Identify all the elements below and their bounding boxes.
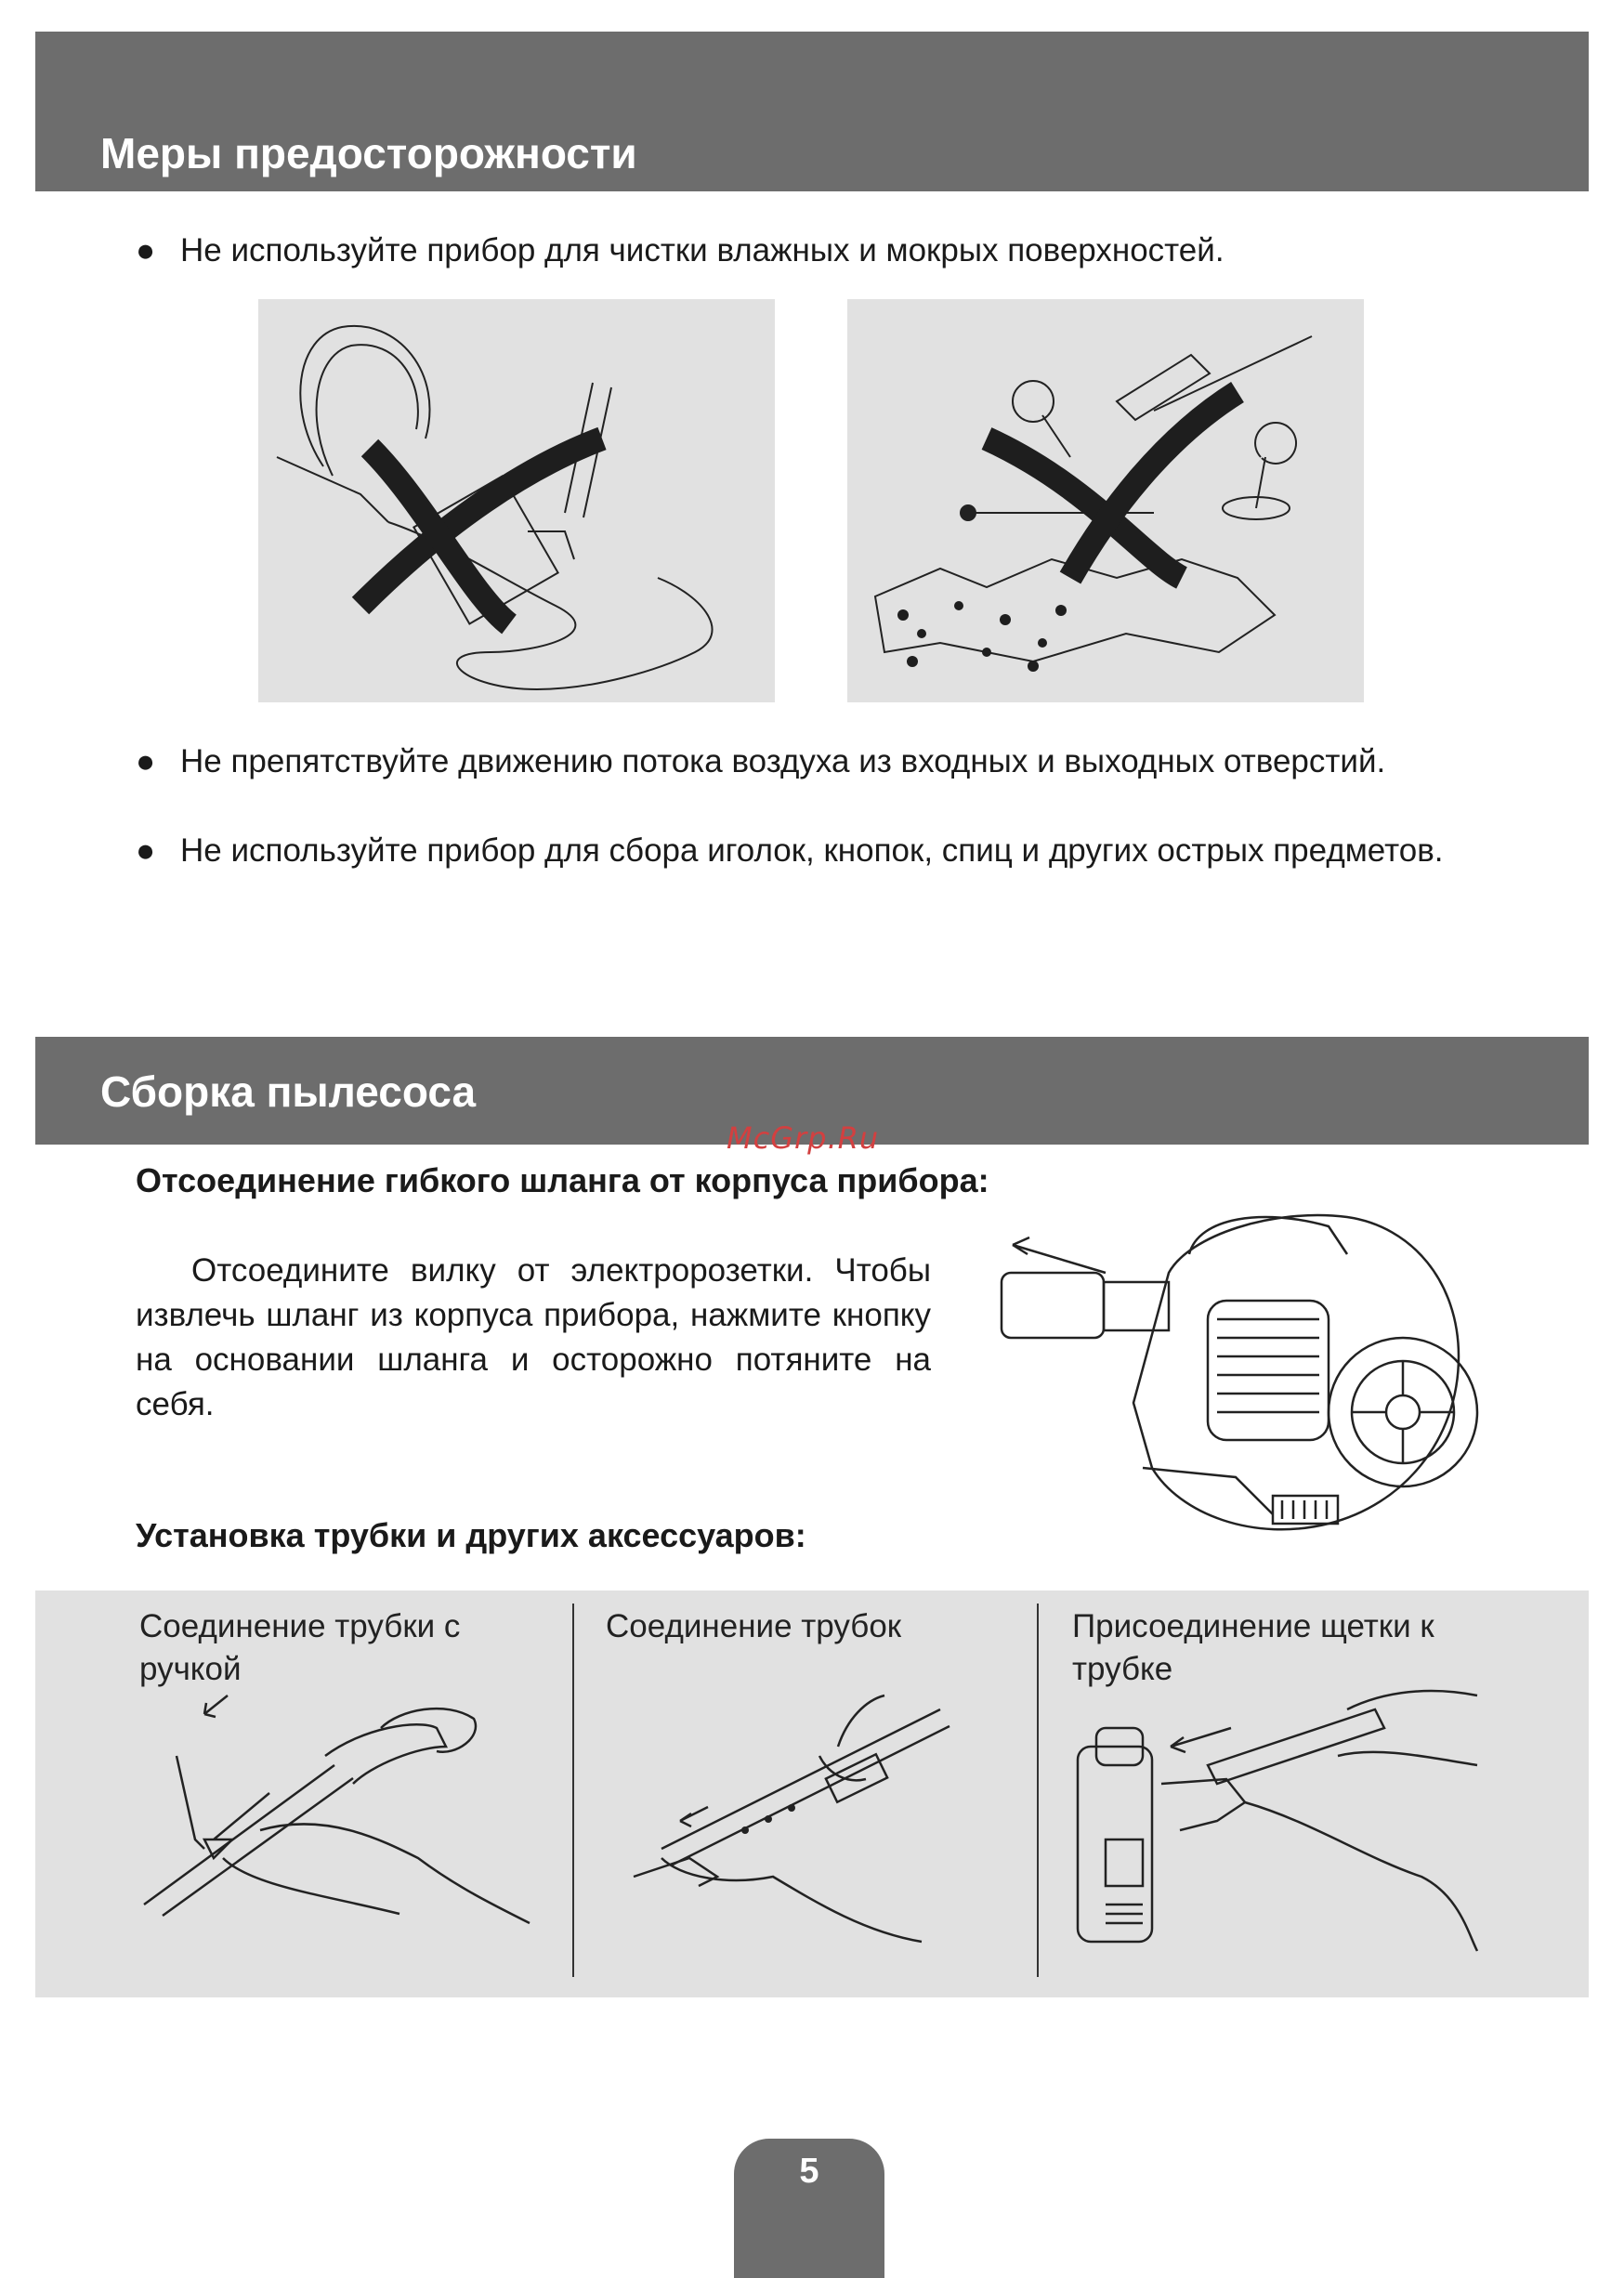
- vacuum-cleaner-illustration: [994, 1198, 1477, 1561]
- wet-surface-illustration: [258, 299, 775, 702]
- assembly-title: Сборка пылесоса: [100, 1067, 477, 1116]
- column-divider: [1037, 1604, 1039, 1977]
- tubes-joined-drawing: [606, 1691, 1015, 1951]
- bullet-icon: ●: [136, 743, 156, 779]
- step-title-1: Соединение трубки с ручкой: [139, 1608, 461, 1687]
- precaution-item-1: Не используйте прибор для чистки влажных и мокрых поверхностей.: [180, 232, 1225, 268]
- hose-heading: Отсоединение гибкого шланга от корпуса прибора:: [136, 1161, 989, 1199]
- brush-tube-drawing: [1068, 1691, 1477, 1970]
- precaution-item-3: Не используйте прибор для сбора иголок, кнопок, спиц и других острых предметов.: [180, 832, 1444, 869]
- bullet-icon: ●: [136, 232, 156, 268]
- precautions-title: Меры предосторожности: [100, 129, 637, 177]
- precaution-item-2: Не препятствуйте движению потока воздуха из входных и выходных отверстий.: [180, 743, 1386, 779]
- bullet-icon: ●: [136, 832, 156, 869]
- column-divider: [572, 1604, 574, 1977]
- wet-surface-drawing: [258, 299, 775, 702]
- install-heading: Установка трубки и других аксессуаров:: [136, 1516, 806, 1554]
- page-number: 5: [734, 2139, 884, 2278]
- hose-instructions: Отсоедините вилку от электророзетки. Чтобы извлечь шланг из корпуса прибора, нажмите кнопку на основании шланга и осторожно потяните на себя.: [136, 1252, 931, 1422]
- tube-handle-drawing: [139, 1700, 548, 1942]
- watermark: McGrp.Ru: [727, 1120, 880, 1156]
- step-title-3: Присоединение щетки к трубке: [1072, 1608, 1434, 1687]
- sharp-objects-illustration: [847, 299, 1364, 702]
- sharp-objects-drawing: [847, 299, 1364, 702]
- step-title-2: Соединение трубок: [606, 1608, 902, 1644]
